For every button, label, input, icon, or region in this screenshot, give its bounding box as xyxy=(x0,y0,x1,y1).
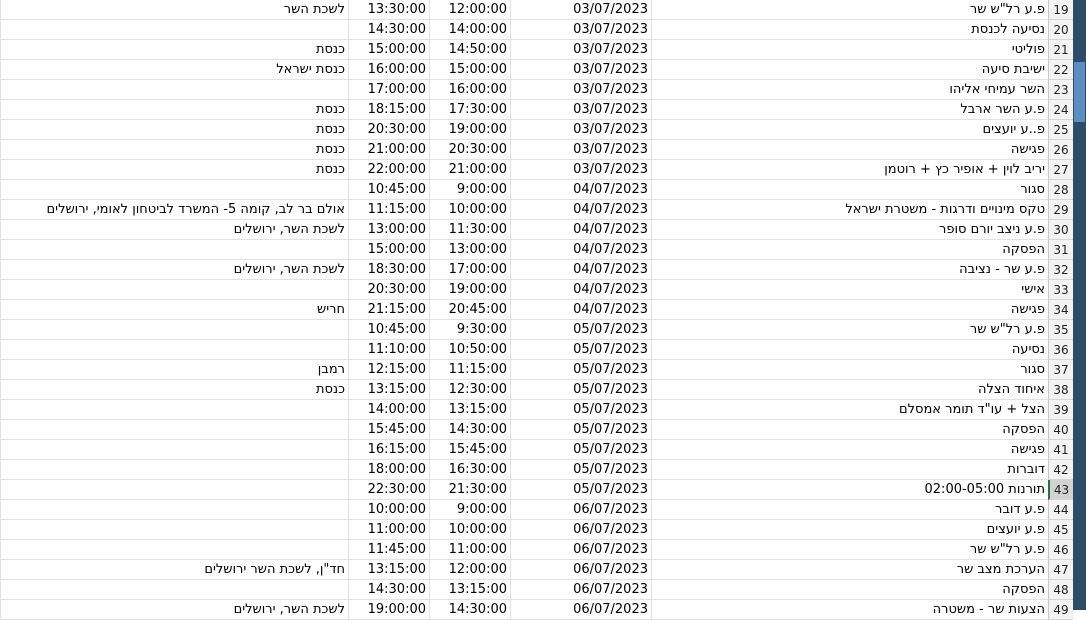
row-header[interactable]: 26 xyxy=(1048,140,1073,160)
end-time-cell[interactable]: 10:45:00 xyxy=(348,180,429,200)
title-cell[interactable]: הצעות שר - משטרה xyxy=(651,600,1048,620)
date-cell[interactable]: 04/07/2023 xyxy=(510,300,651,320)
title-cell[interactable]: ישיבת סיעה xyxy=(651,60,1048,80)
start-time-cell[interactable]: 19:00:00 xyxy=(429,120,510,140)
location-cell[interactable] xyxy=(0,180,348,200)
date-cell[interactable]: 05/07/2023 xyxy=(510,440,651,460)
location-cell[interactable] xyxy=(0,580,348,600)
end-time-cell[interactable]: 15:00:00 xyxy=(348,240,429,260)
date-cell[interactable]: 05/07/2023 xyxy=(510,380,651,400)
table-row xyxy=(0,120,1048,140)
location-cell[interactable]: כנסת xyxy=(0,160,348,180)
start-time-cell[interactable]: 9:30:00 xyxy=(429,320,510,340)
end-time-cell[interactable]: 18:00:00 xyxy=(348,460,429,480)
date-cell[interactable]: 05/07/2023 xyxy=(510,360,651,380)
title-cell[interactable]: פוליטי xyxy=(651,40,1048,60)
table-row xyxy=(0,560,1048,580)
date-cell[interactable]: 06/07/2023 xyxy=(510,600,651,620)
row-header[interactable]: 34 xyxy=(1048,300,1073,320)
title-cell[interactable]: הצל + עו"ד תומר אמסלם xyxy=(651,400,1048,420)
end-time-cell[interactable]: 18:15:00 xyxy=(348,100,429,120)
start-time-cell[interactable]: 9:00:00 xyxy=(429,180,510,200)
row-header[interactable]: 30 xyxy=(1048,220,1073,240)
start-time-cell[interactable]: 13:15:00 xyxy=(429,400,510,420)
table-row xyxy=(0,500,1048,520)
start-time-cell[interactable]: 16:00:00 xyxy=(429,80,510,100)
end-time-cell[interactable]: 10:45:00 xyxy=(348,320,429,340)
title-cell[interactable]: נסיעה לכנסת xyxy=(651,20,1048,40)
row-header[interactable]: 23 xyxy=(1048,80,1073,100)
table-row xyxy=(0,320,1048,340)
start-time-cell[interactable]: 14:00:00 xyxy=(429,20,510,40)
row-header[interactable]: 46 xyxy=(1048,540,1073,560)
title-cell[interactable]: אישי xyxy=(651,280,1048,300)
date-cell[interactable]: 03/07/2023 xyxy=(510,20,651,40)
end-time-cell[interactable]: 15:00:00 xyxy=(348,40,429,60)
end-time-cell[interactable]: 12:15:00 xyxy=(348,360,429,380)
title-cell[interactable]: פ.ע רל"ש שר xyxy=(651,540,1048,560)
table-row xyxy=(0,260,1048,280)
end-time-cell[interactable]: 20:30:00 xyxy=(348,120,429,140)
end-time-cell[interactable]: 11:15:00 xyxy=(348,200,429,220)
row-header[interactable]: 21 xyxy=(1048,40,1073,60)
location-cell[interactable] xyxy=(0,420,348,440)
start-time-cell[interactable]: 10:00:00 xyxy=(429,520,510,540)
row-header[interactable]: 24 xyxy=(1048,100,1073,120)
row-header[interactable]: 48 xyxy=(1048,580,1073,600)
end-time-cell[interactable]: 13:00:00 xyxy=(348,220,429,240)
title-cell[interactable]: פ.ע רל"ש שר xyxy=(651,320,1048,340)
start-time-cell[interactable]: 15:00:00 xyxy=(429,60,510,80)
row-header[interactable]: 22 xyxy=(1048,60,1073,80)
location-cell[interactable]: רמבן xyxy=(0,360,348,380)
start-time-cell[interactable]: 14:30:00 xyxy=(429,420,510,440)
date-cell[interactable]: 04/07/2023 xyxy=(510,220,651,240)
start-time-cell[interactable]: 13:00:00 xyxy=(429,240,510,260)
start-time-cell[interactable]: 9:00:00 xyxy=(429,500,510,520)
start-time-cell[interactable]: 12:30:00 xyxy=(429,380,510,400)
end-time-cell[interactable]: 11:00:00 xyxy=(348,520,429,540)
date-cell[interactable]: 04/07/2023 xyxy=(510,200,651,220)
row-header[interactable]: 25 xyxy=(1048,120,1073,140)
table-row xyxy=(0,420,1048,440)
location-cell[interactable]: לשכת השר xyxy=(0,0,348,20)
start-time-cell[interactable]: 21:00:00 xyxy=(429,160,510,180)
table-row xyxy=(0,220,1048,240)
table-row xyxy=(0,380,1048,400)
row-header[interactable]: 31 xyxy=(1048,240,1073,260)
start-time-cell[interactable]: 14:30:00 xyxy=(429,600,510,620)
table-row xyxy=(0,600,1048,620)
table-row xyxy=(0,240,1048,260)
date-cell[interactable]: 03/07/2023 xyxy=(510,140,651,160)
start-time-cell[interactable]: 14:50:00 xyxy=(429,40,510,60)
row-header[interactable]: 32 xyxy=(1048,260,1073,280)
date-cell[interactable]: 05/07/2023 xyxy=(510,420,651,440)
location-cell[interactable] xyxy=(0,500,348,520)
date-cell[interactable]: 06/07/2023 xyxy=(510,580,651,600)
start-time-cell[interactable]: 12:00:00 xyxy=(429,560,510,580)
table-row xyxy=(0,460,1048,480)
location-cell[interactable]: כנסת xyxy=(0,100,348,120)
start-time-cell[interactable]: 10:00:00 xyxy=(429,200,510,220)
row-header[interactable]: 41 xyxy=(1048,440,1073,460)
location-cell[interactable]: כנסת xyxy=(0,40,348,60)
date-cell[interactable]: 04/07/2023 xyxy=(510,260,651,280)
end-time-cell[interactable]: 11:10:00 xyxy=(348,340,429,360)
title-cell[interactable]: הערכת מצב שר xyxy=(651,560,1048,580)
start-time-cell[interactable]: 10:50:00 xyxy=(429,340,510,360)
date-cell[interactable]: 05/07/2023 xyxy=(510,400,651,420)
date-cell[interactable]: 04/07/2023 xyxy=(510,240,651,260)
title-cell[interactable]: פ.ע שר - נציבה xyxy=(651,260,1048,280)
location-cell[interactable]: כנסת ישראל xyxy=(0,60,348,80)
end-time-cell[interactable]: 22:00:00 xyxy=(348,160,429,180)
table-row xyxy=(0,200,1048,220)
title-cell[interactable]: פ.ע השר ארבל xyxy=(651,100,1048,120)
title-cell[interactable]: פ.ע דובר xyxy=(651,500,1048,520)
title-cell[interactable]: פ.ע ניצב יורם סופר xyxy=(651,220,1048,240)
table-row xyxy=(0,540,1048,560)
date-cell[interactable]: 03/07/2023 xyxy=(510,80,651,100)
location-cell[interactable]: לשכת השר, ירושלים xyxy=(0,220,348,240)
location-cell[interactable]: כנסת xyxy=(0,380,348,400)
end-time-cell[interactable]: 15:45:00 xyxy=(348,420,429,440)
table-row xyxy=(0,40,1048,60)
table-row xyxy=(0,580,1048,600)
table-row xyxy=(0,440,1048,460)
table-row xyxy=(0,100,1048,120)
title-cell[interactable]: הפסקה xyxy=(651,420,1048,440)
date-cell[interactable]: 05/07/2023 xyxy=(510,460,651,480)
start-time-cell[interactable]: 20:30:00 xyxy=(429,140,510,160)
row-header[interactable]: 39 xyxy=(1048,400,1073,420)
title-cell[interactable]: סגור xyxy=(651,360,1048,380)
table-row xyxy=(0,140,1048,160)
title-cell[interactable]: פגישה xyxy=(651,140,1048,160)
start-time-cell[interactable]: 20:45:00 xyxy=(429,300,510,320)
scrollbar-thumb[interactable] xyxy=(1074,62,1085,122)
date-cell[interactable]: 05/07/2023 xyxy=(510,320,651,340)
end-time-cell[interactable]: 14:30:00 xyxy=(348,20,429,40)
vertical-scrollbar[interactable] xyxy=(1073,0,1086,610)
date-cell[interactable]: 05/07/2023 xyxy=(510,480,651,500)
table-row xyxy=(0,300,1048,320)
row-header[interactable]: 27 xyxy=(1048,160,1073,180)
end-time-cell[interactable]: 22:30:00 xyxy=(348,480,429,500)
row-header[interactable]: 40 xyxy=(1048,420,1073,440)
location-cell[interactable] xyxy=(0,520,348,540)
start-time-cell[interactable]: 13:15:00 xyxy=(429,580,510,600)
end-time-cell[interactable]: 14:30:00 xyxy=(348,580,429,600)
end-time-cell[interactable]: 17:00:00 xyxy=(348,80,429,100)
end-time-cell[interactable]: 21:00:00 xyxy=(348,140,429,160)
table-row xyxy=(0,520,1048,540)
date-cell[interactable]: 06/07/2023 xyxy=(510,540,651,560)
table-row xyxy=(0,160,1048,180)
start-time-cell[interactable]: 19:00:00 xyxy=(429,280,510,300)
start-time-cell[interactable]: 17:30:00 xyxy=(429,100,510,120)
end-time-cell[interactable]: 13:15:00 xyxy=(348,560,429,580)
title-cell[interactable]: דוברות xyxy=(651,460,1048,480)
location-cell[interactable] xyxy=(0,80,348,100)
row-header[interactable]: 38 xyxy=(1048,380,1073,400)
end-time-cell[interactable]: 18:30:00 xyxy=(348,260,429,280)
location-cell[interactable] xyxy=(0,240,348,260)
start-time-cell[interactable]: 11:15:00 xyxy=(429,360,510,380)
title-cell[interactable]: טקס מינויים ודרגות - משטרת ישראל xyxy=(651,200,1048,220)
row-header[interactable]: 19 xyxy=(1048,0,1073,20)
date-cell[interactable]: 03/07/2023 xyxy=(510,120,651,140)
start-time-cell[interactable]: 17:00:00 xyxy=(429,260,510,280)
table-row xyxy=(0,480,1048,500)
end-time-cell[interactable]: 19:00:00 xyxy=(348,600,429,620)
row-header[interactable]: 44 xyxy=(1048,500,1073,520)
date-cell[interactable]: 06/07/2023 xyxy=(510,560,651,580)
end-time-cell[interactable]: 13:15:00 xyxy=(348,380,429,400)
date-cell[interactable]: 06/07/2023 xyxy=(510,520,651,540)
end-time-cell[interactable]: 16:15:00 xyxy=(348,440,429,460)
start-time-cell[interactable]: 12:00:00 xyxy=(429,0,510,20)
end-time-cell[interactable]: 16:00:00 xyxy=(348,60,429,80)
row-header[interactable]: 20 xyxy=(1048,20,1073,40)
location-cell[interactable] xyxy=(0,280,348,300)
row-header[interactable]: 36 xyxy=(1048,340,1073,360)
title-cell[interactable]: תורנות 02:00-05:00 xyxy=(651,480,1048,500)
start-time-cell[interactable]: 21:30:00 xyxy=(429,480,510,500)
row-header[interactable]: 43 xyxy=(1048,480,1073,500)
table-row xyxy=(0,180,1048,200)
date-cell[interactable]: 03/07/2023 xyxy=(510,40,651,60)
date-cell[interactable]: 03/07/2023 xyxy=(510,160,651,180)
location-cell[interactable] xyxy=(0,20,348,40)
location-cell[interactable] xyxy=(0,400,348,420)
row-header[interactable]: 28 xyxy=(1048,180,1073,200)
location-cell[interactable]: אולם בר לב, קומה 5- המשרד לביטחון לאומי, ירושלים xyxy=(0,200,348,220)
title-cell[interactable]: פגישה xyxy=(651,300,1048,320)
table-row xyxy=(0,340,1048,360)
date-cell[interactable]: 03/07/2023 xyxy=(510,60,651,80)
title-cell[interactable]: פ.ע יועצים xyxy=(651,520,1048,540)
date-cell[interactable]: 04/07/2023 xyxy=(510,280,651,300)
title-cell[interactable]: פגישה xyxy=(651,440,1048,460)
date-cell[interactable]: 06/07/2023 xyxy=(510,500,651,520)
row-header[interactable]: 42 xyxy=(1048,460,1073,480)
table-row xyxy=(0,280,1048,300)
start-time-cell[interactable]: 15:45:00 xyxy=(429,440,510,460)
location-cell[interactable]: כנסת xyxy=(0,140,348,160)
end-time-cell[interactable]: 20:30:00 xyxy=(348,280,429,300)
end-time-cell[interactable]: 14:00:00 xyxy=(348,400,429,420)
location-cell[interactable]: לשכת השר, ירושלים xyxy=(0,260,348,280)
table-row xyxy=(0,60,1048,80)
row-header[interactable]: 29 xyxy=(1048,200,1073,220)
title-cell[interactable]: פ..ע יועצים xyxy=(651,120,1048,140)
row-header[interactable]: 47 xyxy=(1048,560,1073,580)
location-cell[interactable]: לשכת השר, ירושלים xyxy=(0,600,348,620)
location-cell[interactable] xyxy=(0,460,348,480)
location-cell[interactable]: כנסת xyxy=(0,120,348,140)
title-cell[interactable]: השר עמיחי אליהו xyxy=(651,80,1048,100)
date-cell[interactable]: 03/07/2023 xyxy=(510,100,651,120)
location-cell[interactable] xyxy=(0,320,348,340)
location-cell[interactable] xyxy=(0,480,348,500)
title-cell[interactable]: הפסקה xyxy=(651,580,1048,600)
row-header[interactable]: 49 xyxy=(1048,600,1073,620)
location-cell[interactable] xyxy=(0,340,348,360)
title-cell[interactable]: יריב לוין + אופיר כץ + רוטמן xyxy=(651,160,1048,180)
title-cell[interactable]: איחוד הצלה xyxy=(651,380,1048,400)
end-time-cell[interactable]: 21:15:00 xyxy=(348,300,429,320)
location-cell[interactable] xyxy=(0,440,348,460)
table-row xyxy=(0,360,1048,380)
location-cell[interactable] xyxy=(0,540,348,560)
date-cell[interactable]: 05/07/2023 xyxy=(510,340,651,360)
end-time-cell[interactable]: 11:45:00 xyxy=(348,540,429,560)
start-time-cell[interactable]: 16:30:00 xyxy=(429,460,510,480)
title-cell[interactable]: הפסקה xyxy=(651,240,1048,260)
title-cell[interactable]: פ.ע רל"ש שר xyxy=(651,0,1048,20)
table-row xyxy=(0,20,1048,40)
title-cell[interactable]: סגור xyxy=(651,180,1048,200)
table-row xyxy=(0,0,1048,20)
row-header[interactable]: 35 xyxy=(1048,320,1073,340)
end-time-cell[interactable]: 13:30:00 xyxy=(348,0,429,20)
start-time-cell[interactable]: 11:00:00 xyxy=(429,540,510,560)
table-row xyxy=(0,80,1048,100)
table-row xyxy=(0,400,1048,420)
row-header[interactable]: 45 xyxy=(1048,520,1073,540)
date-cell[interactable]: 03/07/2023 xyxy=(510,0,651,20)
start-time-cell[interactable]: 11:30:00 xyxy=(429,220,510,240)
location-cell[interactable]: חריש xyxy=(0,300,348,320)
date-cell[interactable]: 04/07/2023 xyxy=(510,180,651,200)
title-cell[interactable]: נסיעה xyxy=(651,340,1048,360)
row-header[interactable]: 37 xyxy=(1048,360,1073,380)
location-cell[interactable]: חד"ן, לשכת השר ירושלים xyxy=(0,560,348,580)
row-header[interactable]: 33 xyxy=(1048,280,1073,300)
end-time-cell[interactable]: 10:00:00 xyxy=(348,500,429,520)
